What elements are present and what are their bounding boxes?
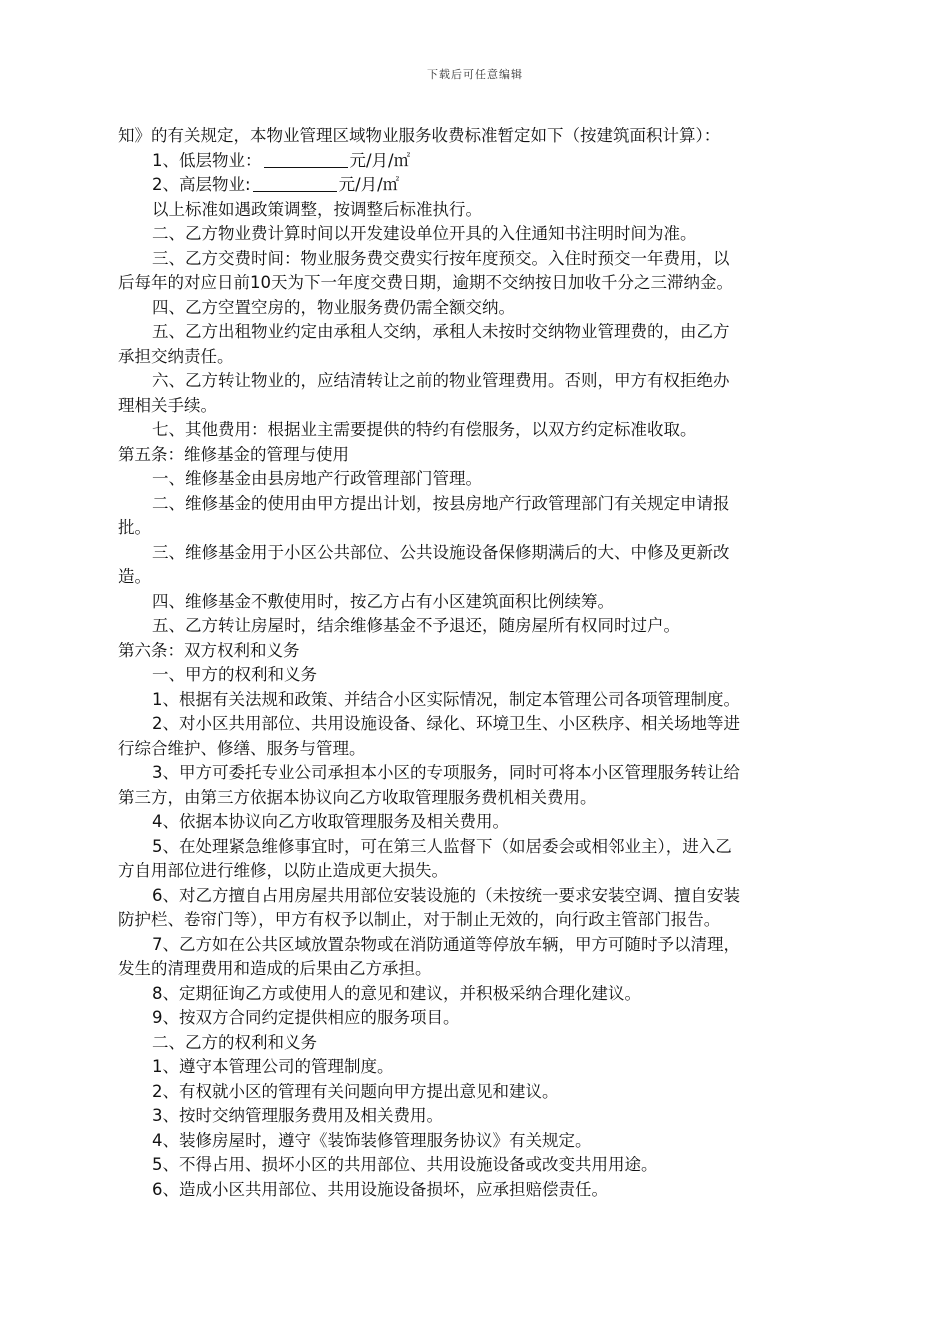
paragraph-line: 6、对乙方擅自占用房屋共用部位安装设施的（未按统一要求安装空调、擅自安装 (152, 885, 740, 905)
paragraph-line: 承担交纳责任。 (118, 346, 234, 366)
fee-item-high-rise (118, 173, 838, 198)
paragraph-line: 4、装修房屋时，遵守《装饰装修管理服务协议》有关规定。 (152, 1130, 592, 1150)
paragraph-line: 4、依据本协议向乙方收取管理服务及相关费用。 (152, 812, 509, 831)
paragraph-line: 七、其他费用：根据业主需要提供的特约有偿服务，以双方约定标准收取。 (152, 420, 697, 439)
paragraph-line: 发生的清理费用和造成的后果由乙方承担。 (118, 959, 432, 978)
fee-item-low-rise (118, 149, 838, 174)
paragraph-line: 四、维修基金不敷使用时，按乙方占有小区建筑面积比例续筹。 (152, 591, 614, 611)
paragraph-line: 8、定期征询乙方或使用人的意见和建议，并积极采纳合理化建议。 (152, 983, 641, 1003)
paragraph-line: 三、乙方交费时间：物业服务费交费实行按年度预交。入住时预交一年费用，以 (152, 248, 730, 268)
page-header-note: 下载后可任意编辑 (427, 68, 523, 81)
paragraph-line: 后每年的对应日前10天为下一年度交费日期，逾期不交纳按日加收千分之三滞纳金。 (118, 273, 733, 292)
paragraph-line: 二、乙方物业费计算时间以开发建设单位开具的入住通知书注明时间为准。 (152, 224, 697, 243)
paragraph-line: 四、乙方空置空房的，物业服务费仍需全额交纳。 (152, 297, 515, 317)
paragraph-line: 5、不得占用、损坏小区的共用部位、共用设施设备或改变共用用途。 (152, 1155, 658, 1174)
fee-unit: 元/月/㎡ (338, 175, 400, 194)
paragraph-line: 2、对小区共用部位、共用设施设备、绿化、环境卫生、小区秩序、相关场地等进 (152, 714, 740, 733)
paragraph-line: 行综合维护、修缮、服务与管理。 (118, 738, 366, 758)
paragraph-line: 理相关手续。 (118, 395, 217, 415)
paragraph-line: 9、按双方合同约定提供相应的服务项目。 (152, 1008, 460, 1027)
paragraph-line: 1、根据有关法规和政策、并结合小区实际情况，制定本管理公司各项管理制度。 (152, 689, 740, 709)
paragraph-line: 以上标准如遇政策调整，按调整后标准执行。 (152, 199, 482, 219)
paragraph-line: 7、乙方如在公共区域放置杂物或在消防通道等停放车辆，甲方可随时予以清理， (152, 934, 740, 954)
fee-blank-field[interactable] (253, 175, 337, 192)
paragraph-line: 2、有权就小区的管理有关问题向甲方提出意见和建议。 (152, 1081, 559, 1101)
subsection-heading: 一、甲方的权利和义务 (152, 665, 317, 684)
fee-blank-field[interactable] (264, 151, 348, 168)
fee-item-label: 1、低层物业： (152, 150, 262, 170)
paragraph-line: 6、造成小区共用部位、共用设施设备损坏，应承担赔偿责任。 (152, 1179, 608, 1199)
paragraph-line: 二、维修基金的使用由甲方提出计划，按县房地产行政管理部门有关规定申请报 (152, 493, 730, 513)
paragraph-line: 五、乙方转让房屋时，结余维修基金不予退还，随房屋所有权同时过户。 (152, 616, 680, 635)
paragraph-line: 三、维修基金用于小区公共部位、公共设施设备保修期满后的大、中修及更新改 (152, 542, 730, 562)
paragraph-line: 1、遵守本管理公司的管理制度。 (152, 1057, 394, 1076)
paragraph-line: 3、按时交纳管理服务费用及相关费用。 (152, 1106, 443, 1125)
paragraph-line: 第三方，由第三方依据本协议向乙方收取管理服务费机相关费用。 (118, 787, 597, 807)
paragraph-line: 批。 (118, 518, 151, 537)
section-heading: 第六条：双方权利和义务 (118, 640, 300, 660)
paragraph-line: 3、甲方可委托专业公司承担本小区的专项服务，同时可将本小区管理服务转让给 (152, 763, 740, 782)
section-heading: 第五条：维修基金的管理与使用 (118, 444, 349, 464)
fee-item-label: 2、高层物业: (152, 175, 251, 194)
fee-unit: 元/月/㎡ (349, 150, 411, 170)
paragraph-line: 知》的有关规定，本物业管理区域物业服务收费标准暂定如下（按建筑面积计算）： (118, 126, 721, 145)
subsection-heading: 二、乙方的权利和义务 (152, 1032, 317, 1052)
paragraph-line: 5、在处理紧急维修事宜时，可在第三人监督下（如居委会或相邻业主），进入乙 (152, 836, 732, 856)
paragraph-line: 六、乙方转让物业的，应结清转让之前的物业管理费用。否则，甲方有权拒绝办 (152, 371, 730, 390)
paragraph-line: 造。 (118, 567, 151, 586)
document-body (118, 124, 838, 1202)
paragraph-line: 一、维修基金由县房地产行政管理部门管理。 (152, 469, 482, 488)
paragraph-line: 五、乙方出租物业约定由承租人交纳，承租人未按时交纳物业管理费的，由乙方 (152, 322, 730, 341)
paragraph-line: 防护栏、卷帘门等），甲方有权予以制止，对于制止无效的，向行政主管部门报告。 (118, 910, 721, 929)
paragraph-line: 方自用部位进行维修，以防止造成更大损失。 (118, 861, 448, 880)
